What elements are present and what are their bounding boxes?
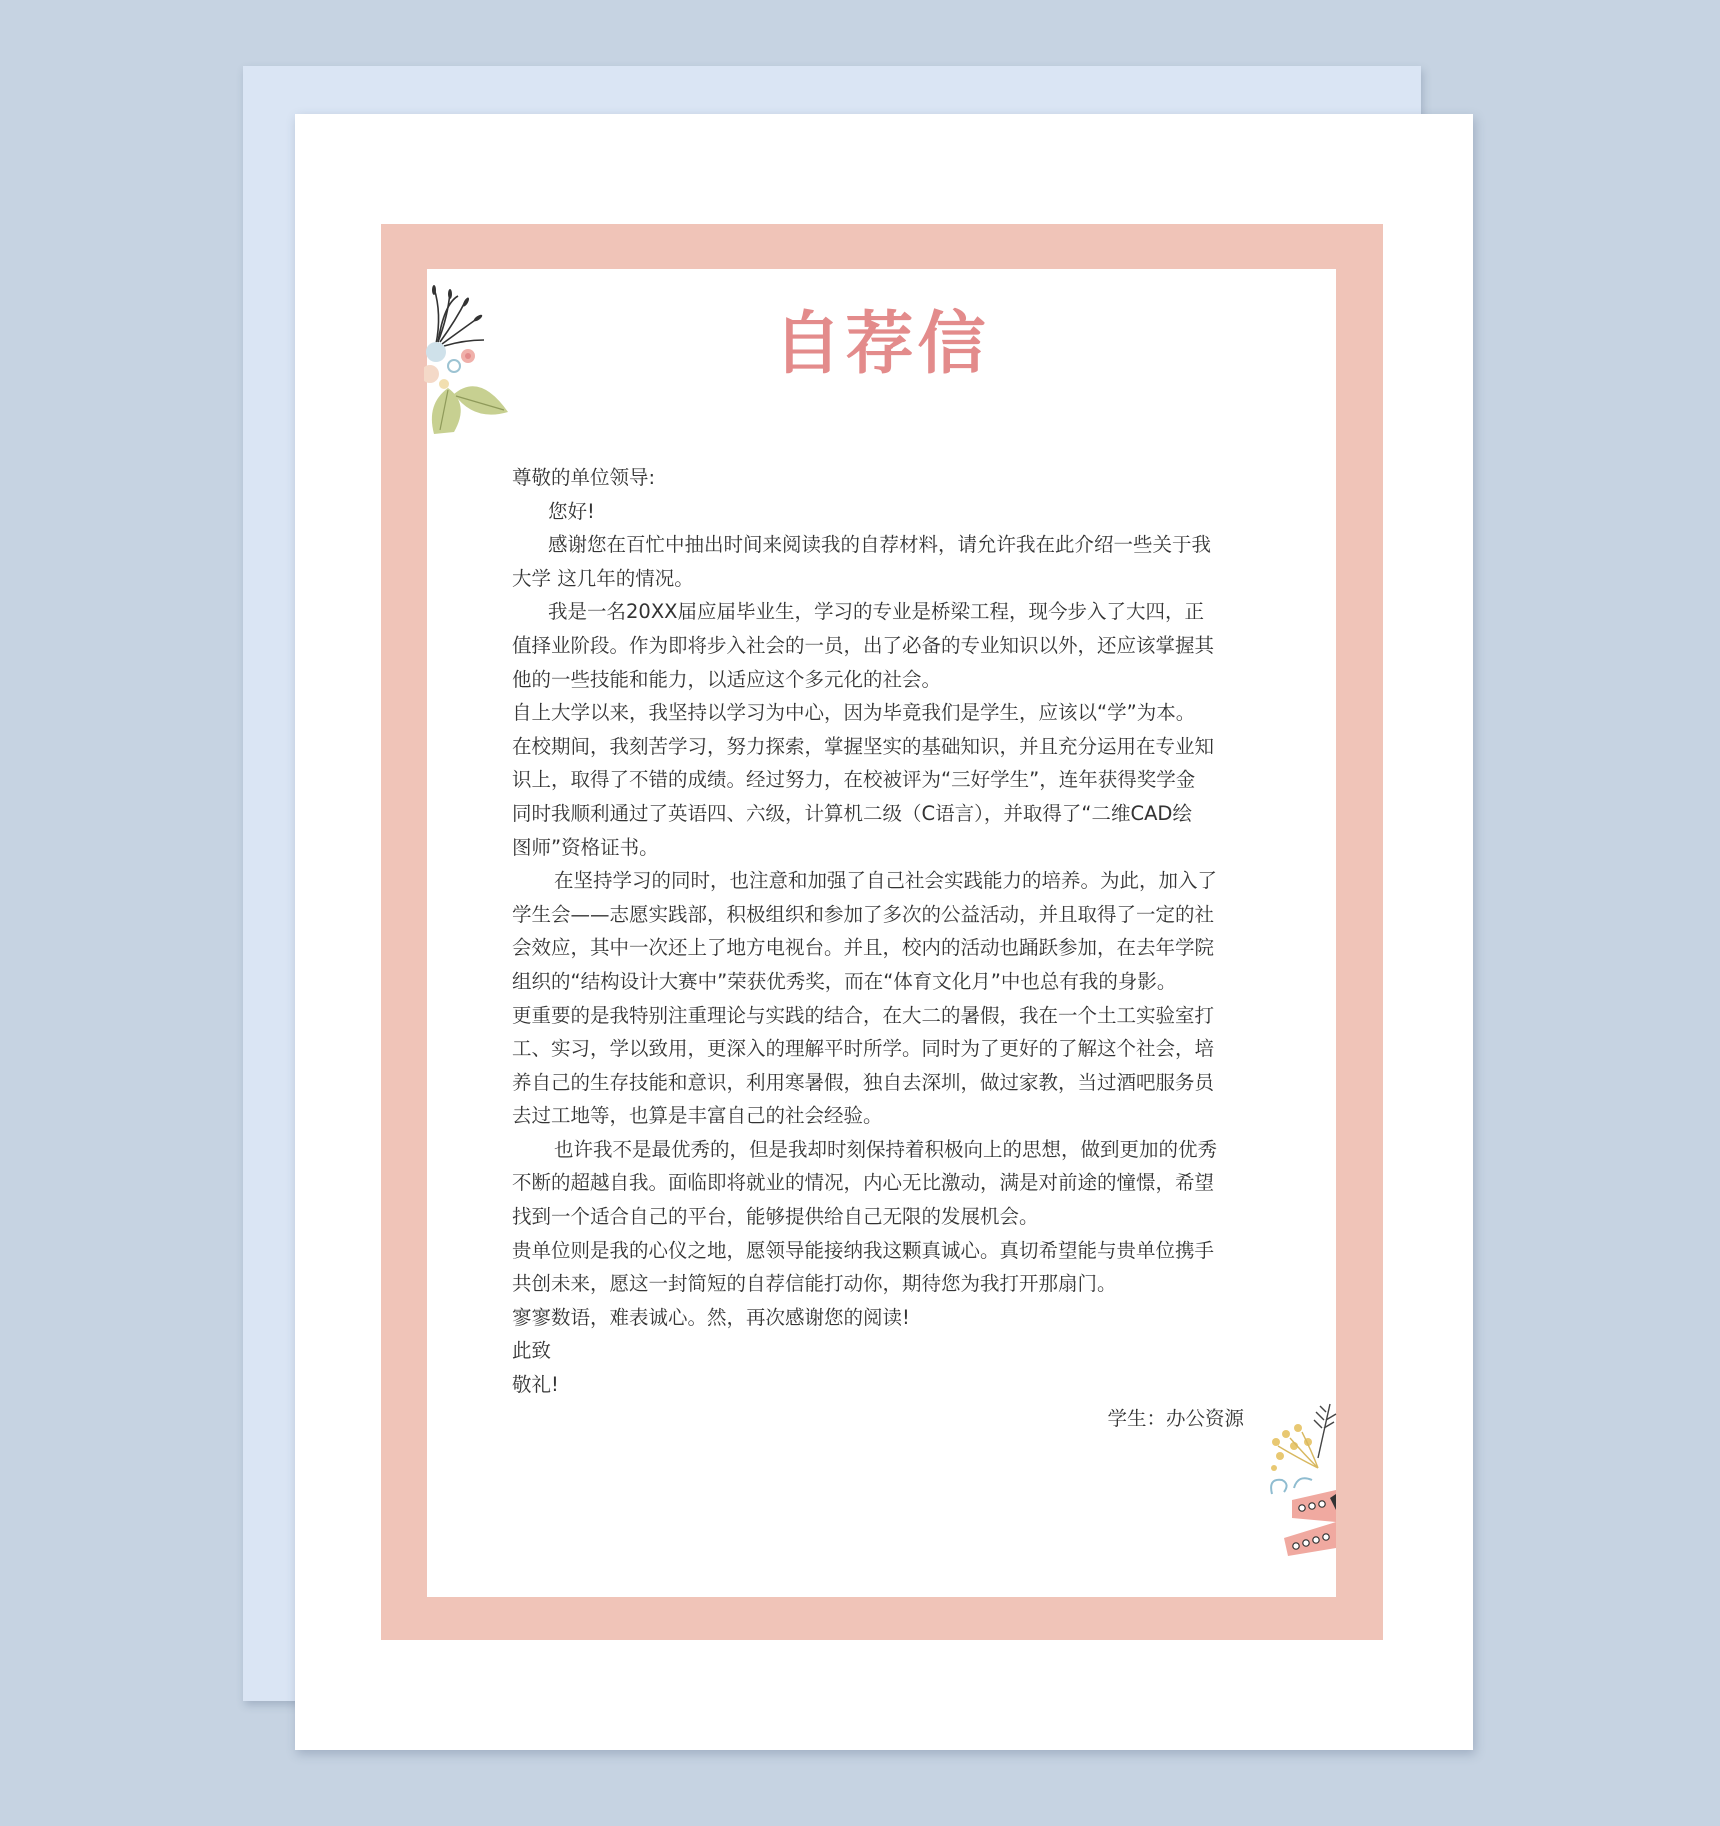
letter-line: 共创未来，愿这一封简短的自荐信能打动你，期待您为我打开那扇门。 [512,1272,1117,1296]
letter-line: 此致 [512,1339,552,1363]
letter-line: 贵单位则是我的心仪之地，愿领导能接纳我这颗真诚心。真切希望能与贵单位携手 [512,1238,1215,1262]
letter-line: 图师”资格证书。 [512,835,659,859]
letter-line: 找到一个适合自己的平台，能够提供给自己无限的发展机会。 [512,1205,1039,1229]
letter-line: 同时我顺利通过了英语四、六级，计算机二级（C语言），并取得了“二维CAD绘 [512,801,1192,825]
letter-line: 工、实习，学以致用，更深入的理解平时所学。同时为了更好的了解这个社会，培 [512,1037,1215,1061]
letter-line: 感谢您在百忙中抽出时间来阅读我的自荐材料，请允许我在此介绍一些关于我 [548,533,1212,557]
letter-line: 大学 这几年的情况。 [512,566,694,590]
letter-line: 他的一些技能和能力，以适应这个多元化的社会。 [512,667,942,691]
letter-line: 在坚持学习的同时，也注意和加强了自己社会实践能力的培养。为此，加入了 [554,869,1218,893]
letter-line: 学生会——志愿实践部，积极组织和参加了多次的公益活动，并且取得了一定的社 [512,902,1215,926]
letter-line: 组织的“结构设计大赛中”荣获优秀奖，而在“体育文化月”中也总有我的身影。 [512,969,1177,993]
letter-line: 不断的超越自我。面临即将就业的情况，内心无比激动，满是对前途的憧憬，希望 [512,1171,1215,1195]
letter-line: 我是一名20XX届应届毕业生，学习的专业是桥梁工程，现今步入了大四，正 [548,600,1205,624]
letter-line: 敬礼! [512,1373,559,1397]
letter-line: 会效应，其中一次还上了地方电视台。并且，校内的活动也踊跃参加，在去年学院 [512,936,1215,960]
letter-line: 更重要的是我特别注重理论与实践的结合，在大二的暑假，我在一个土工实验室打 [512,1003,1215,1027]
letter-line: 尊敬的单位领导: [512,466,656,489]
floral-corner-bottom-right-icon [1268,1398,1338,1568]
letter-line: 自上大学以来，我坚持以学习为中心，因为毕竟我们是学生，应该以“学”为本。 [512,701,1196,725]
letter-line: 您好! [548,499,595,523]
letter-line: 在校期间，我刻苦学习，努力探索，掌握坚实的基础知识，并且充分运用在专业知 [512,734,1215,758]
letter-line: 也许我不是最优秀的，但是我却时刻保持着积极向上的思想，做到更加的优秀 [554,1137,1218,1161]
signature-line: 学生：办公资源 [1107,1406,1244,1430]
letter-body [512,461,1244,1435]
letter-title: 自荐信 [773,305,990,384]
letter-line: 寥寥数语，难表诚心。然，再次感谢您的阅读! [512,1305,910,1329]
letter-line: 养自己的生存技能和意识，利用寒暑假，独自去深圳，做过家教，当过酒吧服务员 [512,1070,1215,1094]
letter-line: 去过工地等，也算是丰富自己的社会经验。 [512,1104,883,1128]
letter-line: 值择业阶段。作为即将步入社会的一员，出了必备的专业知识以外，还应该掌握其 [512,633,1215,657]
letter-line: 识上，取得了不错的成绩。经过努力，在校被评为“三好学生”，连年获得奖学金 [512,768,1196,792]
